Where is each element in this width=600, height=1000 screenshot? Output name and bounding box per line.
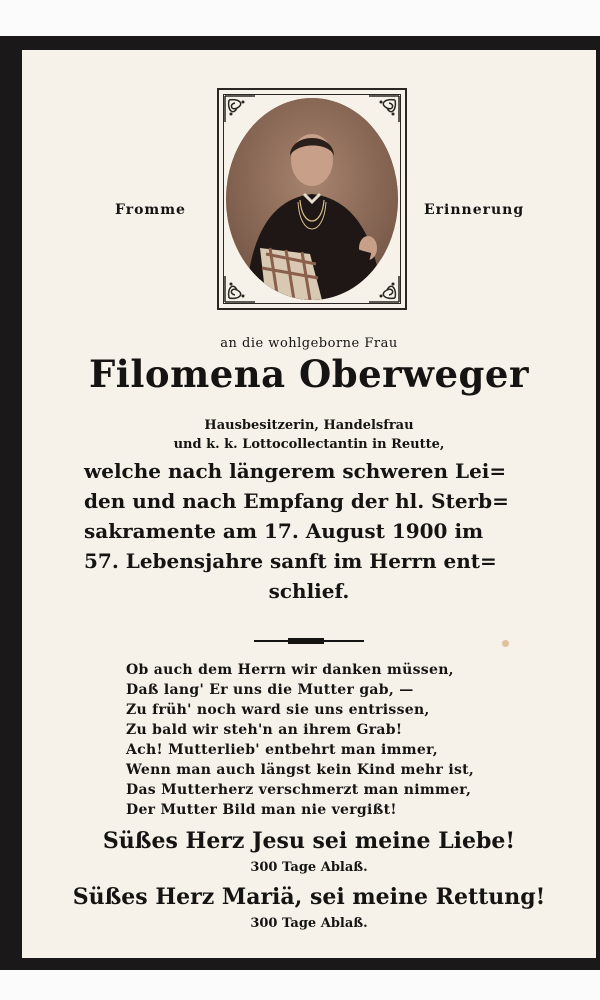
- poem-line-6: Wenn man auch längst kein Kind mehr ist,: [126, 762, 475, 778]
- indulgence-maria: 300 Tage Ablaß.: [250, 916, 368, 931]
- header-right-word: Erinnerung: [424, 202, 525, 218]
- paragraph-line-2: den und nach Empfang der hl. Sterb=: [84, 489, 509, 513]
- ornament-corner-icon: [223, 94, 257, 124]
- indulgence-jesus: 300 Tage Ablaß.: [250, 860, 368, 875]
- ornament-corner-icon: [367, 94, 401, 124]
- prayer-maria: Süßes Herz Mariä, sei meine Rettung!: [72, 884, 546, 910]
- ornament-corner-icon: [367, 274, 401, 304]
- prayer-jesus: Süßes Herz Jesu sei meine Liebe!: [102, 828, 516, 854]
- addressed-to: an die wohlgeborne Frau: [220, 336, 398, 351]
- poem-line-1: Ob auch dem Herrn wir danken müssen,: [126, 662, 454, 678]
- memorial-card-paper: [22, 50, 596, 958]
- paper-stain: [502, 640, 509, 647]
- role-line-2: und k. k. Lottocollectantin in Reutte,: [173, 437, 445, 452]
- paragraph-line-3: sakramente am 17. August 1900 im: [84, 519, 484, 543]
- poem-line-4: Zu bald wir steh'n an ihrem Grab!: [126, 722, 403, 738]
- portrait-photo: [226, 98, 398, 300]
- poem-line-7: Das Mutterherz verschmerzt man nimmer,: [126, 782, 472, 798]
- role-line-1: Hausbesitzerin, Handelsfrau: [204, 418, 414, 433]
- poem-line-5: Ach! Mutterlieb' entbehrt man immer,: [126, 742, 438, 758]
- ornament-corner-icon: [223, 274, 257, 304]
- header-left-word: Fromme: [115, 202, 186, 218]
- poem-line-2: Daß lang' Er uns die Mutter gab, —: [126, 682, 414, 698]
- poem-line-8: Der Mutter Bild man nie vergißt!: [126, 802, 397, 818]
- divider-ornament: [288, 638, 324, 644]
- memorial-card-border: [0, 36, 600, 970]
- paragraph-line-4: 57. Lebensjahre sanft im Herrn ent=: [84, 549, 497, 573]
- poem-line-3: Zu früh' noch ward sie uns entrissen,: [126, 702, 430, 718]
- portrait-frame: [217, 88, 407, 310]
- paragraph-line-5: schlief.: [268, 579, 350, 603]
- deceased-name: Filomena Oberweger: [89, 352, 529, 396]
- paragraph-line-1: welche nach längerem schweren Lei=: [84, 459, 507, 483]
